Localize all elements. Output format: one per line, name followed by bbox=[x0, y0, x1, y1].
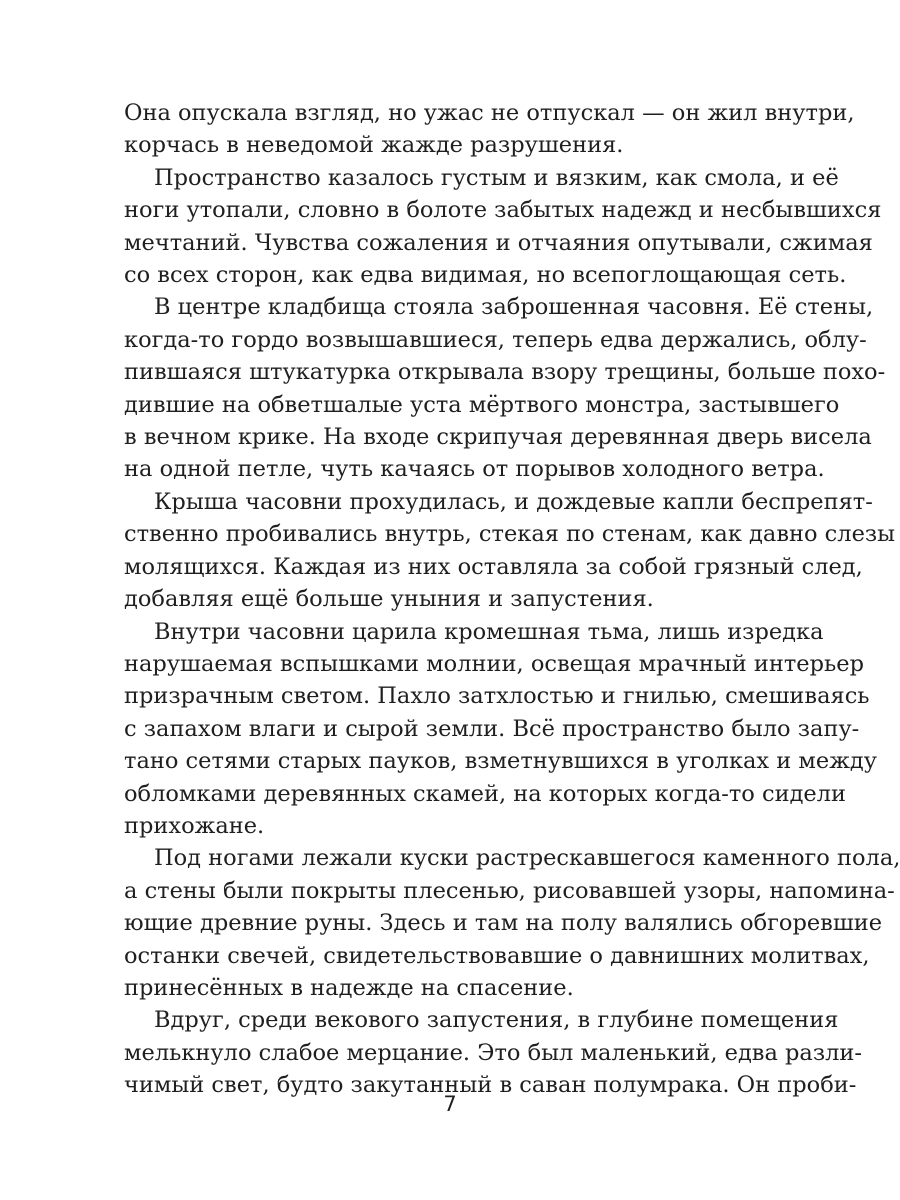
text-line: Вдруг, среди векового запустения, в глубине помещения bbox=[154, 1007, 839, 1034]
paragraph bbox=[124, 616, 878, 843]
text-line: а стены были покрыты плесенью, рисовавшей узоры, напомина- bbox=[124, 877, 895, 904]
paragraph bbox=[124, 291, 886, 485]
paragraph bbox=[124, 486, 896, 616]
text-line: пившаяся штукатурка открывала взору трещины, больше похо- bbox=[124, 359, 886, 386]
text-line: молящихся. Каждая из них оставляла за собой грязный след, bbox=[124, 553, 863, 580]
text-line: дившие на обветшалые уста мёртвого монстра, застывшего bbox=[124, 391, 840, 418]
text-line: на одной петле, чуть качаясь от порывов холодного ветра. bbox=[124, 456, 825, 483]
paragraph bbox=[124, 842, 900, 1004]
text-line: Пространство казалось густым и вязким, как смола, и её bbox=[154, 164, 839, 191]
text-line: добавляя ещё больше уныния и запустения. bbox=[124, 586, 654, 613]
text-line: Она опускала взгляд, но ужас не отпускал — он жил внутри, bbox=[124, 100, 855, 126]
page-number: 7 bbox=[443, 1092, 457, 1116]
text-line: когда-то гордо возвышавшиеся, теперь едва держались, облу- bbox=[124, 326, 867, 353]
paragraph bbox=[124, 1004, 863, 1101]
text-line: в вечном крике. На входе скрипучая деревянная дверь висела bbox=[124, 424, 872, 451]
text-line: Внутри часовни царила кромешная тьма, лишь изредка bbox=[154, 618, 824, 645]
text-line: мелькнуло слабое мерцание. Это был маленький, едва разли- bbox=[124, 1039, 863, 1066]
text-line: с запахом влаги и сырой земли. Всё пространство было запу- bbox=[124, 715, 860, 742]
text-line: прихожане. bbox=[124, 812, 265, 839]
paragraph bbox=[124, 162, 882, 292]
text-line: нарушаемая вспышками молнии, освещая мрачный интерьер bbox=[124, 650, 864, 677]
text-line: тано сетями старых пауков, взметнувшихся в уголках и между bbox=[124, 748, 878, 775]
text-line: останки свечей, свидетельствовавшие о давнишних молитвах, bbox=[124, 942, 870, 969]
text-line: В центре кладбища стояла заброшенная часовня. Её стены, bbox=[154, 294, 874, 321]
text-line: обломками деревянных скамей, на которых когда-то сидели bbox=[124, 780, 847, 807]
text-line: призрачным светом. Пахло затхлостью и гнилью, смешиваясь bbox=[124, 683, 870, 710]
text-line: Под ногами лежали куски растрескавшегося каменного пола, bbox=[154, 845, 900, 872]
text-line: Крыша часовни прохудилась, и дождевые капли беспрепят- bbox=[154, 488, 873, 515]
text-line: ющие древние руны. Здесь и там на полу валялись обгоревшие bbox=[124, 910, 883, 937]
text-line: мечтаний. Чувства сожаления и отчаяния опутывали, сжимая bbox=[124, 229, 873, 256]
text-line: чимый свет, будто закутанный в саван полумрака. Он проби- bbox=[124, 1072, 857, 1099]
text-line: со всех сторон, как едва видимая, но всепоглощающая сеть. bbox=[124, 262, 847, 289]
text-line: ноги утопали, словно в болоте забытых надежд и несбывшихся bbox=[124, 197, 882, 224]
paragraph bbox=[124, 97, 855, 162]
body-text bbox=[124, 97, 900, 1102]
text-line: ственно пробивались внутрь, стекая по стенам, как давно слезы bbox=[124, 521, 896, 548]
text-line: принесённых в надежде на спасение. bbox=[124, 974, 574, 1001]
text-line: корчась в неведомой жажде разрушения. bbox=[124, 132, 624, 159]
